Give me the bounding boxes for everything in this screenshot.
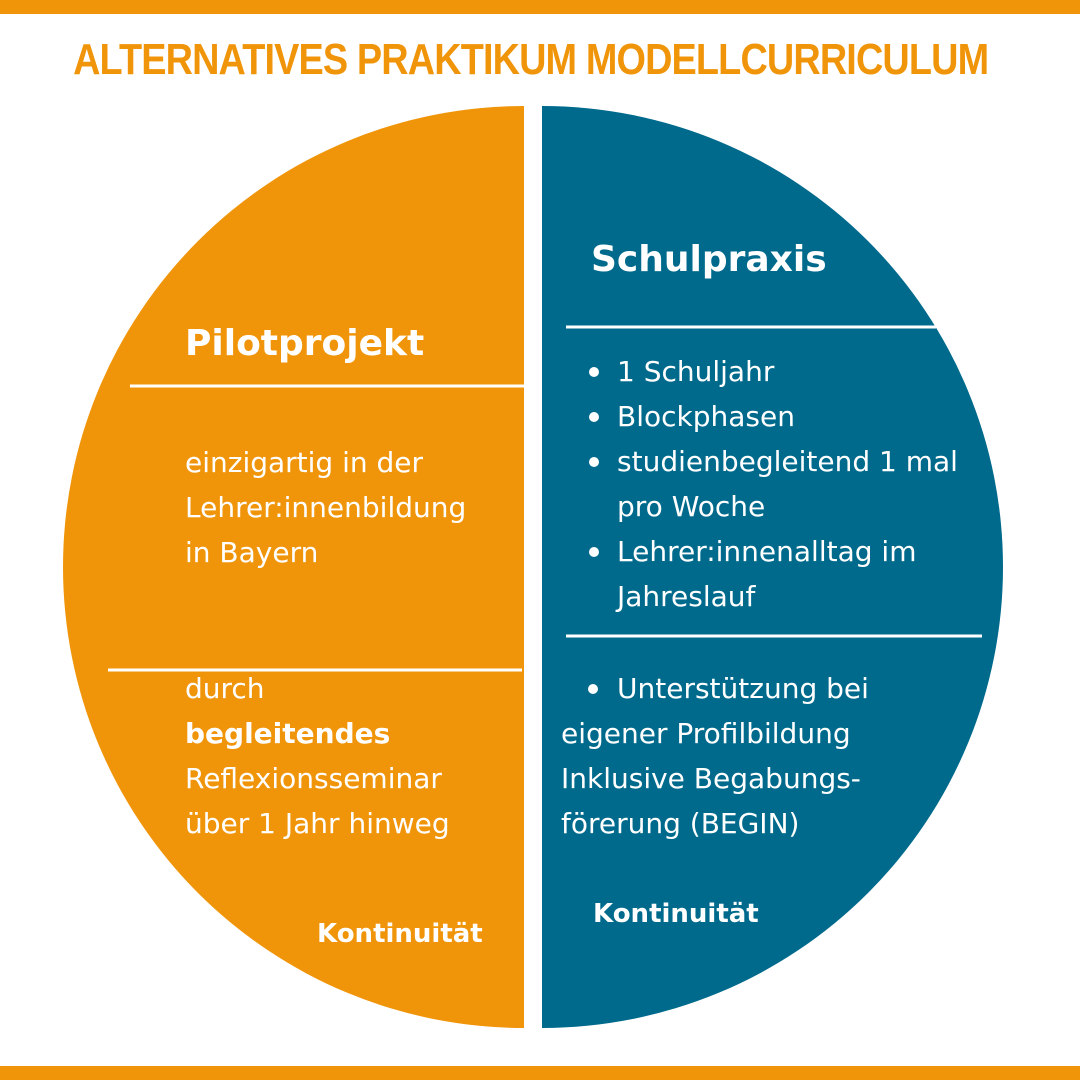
seminar-line: Reflexionsseminar (185, 762, 442, 795)
bullet-dot-icon (589, 457, 599, 467)
left-description-line: einzigartig in der (185, 446, 424, 479)
left-seminar-text (185, 666, 450, 846)
bullet-dot-icon (589, 367, 599, 377)
right-heading: Schulpraxis (591, 239, 827, 280)
list-item (581, 439, 971, 529)
support-bullet (561, 666, 869, 711)
seminar-emphasis: begleitendes (185, 717, 391, 750)
right-bullet-list (581, 349, 971, 619)
bullet-text: Blockphasen (617, 400, 795, 433)
left-description-line: in Bayern (185, 536, 319, 569)
right-support-text (561, 666, 869, 846)
left-description (185, 440, 466, 575)
support-line: förerung (BEGIN) (561, 807, 800, 840)
support-line: Inklusive Begabungs- (561, 762, 861, 795)
support-line: eigener Profilbildung (561, 717, 851, 750)
support-bullet-text: Unterstützung bei (617, 672, 869, 705)
seminar-line: durch (185, 672, 265, 705)
left-footer: Kontinuität (317, 919, 483, 949)
bullet-text: 1 Schuljahr (617, 355, 775, 388)
left-description-line: Lehrer:innenbildung (185, 491, 467, 524)
seminar-line: über 1 Jahr hinweg (185, 807, 450, 840)
left-heading: Pilotprojekt (185, 323, 425, 364)
page-title: ALTERNATIVES PRAKTIKUM MODELLCURRICULUM (73, 35, 989, 84)
right-footer: Kontinuität (593, 899, 759, 929)
list-item (581, 394, 971, 439)
bullet-text: studienbegleitend 1 mal pro Woche (617, 445, 958, 523)
bullet-dot-icon (589, 547, 599, 557)
list-item (581, 349, 971, 394)
list-item (581, 529, 971, 619)
bullet-text: Lehrer:innenalltag im Jahreslauf (617, 535, 917, 613)
bullet-dot-icon (588, 684, 598, 694)
bullet-dot-icon (589, 412, 599, 422)
